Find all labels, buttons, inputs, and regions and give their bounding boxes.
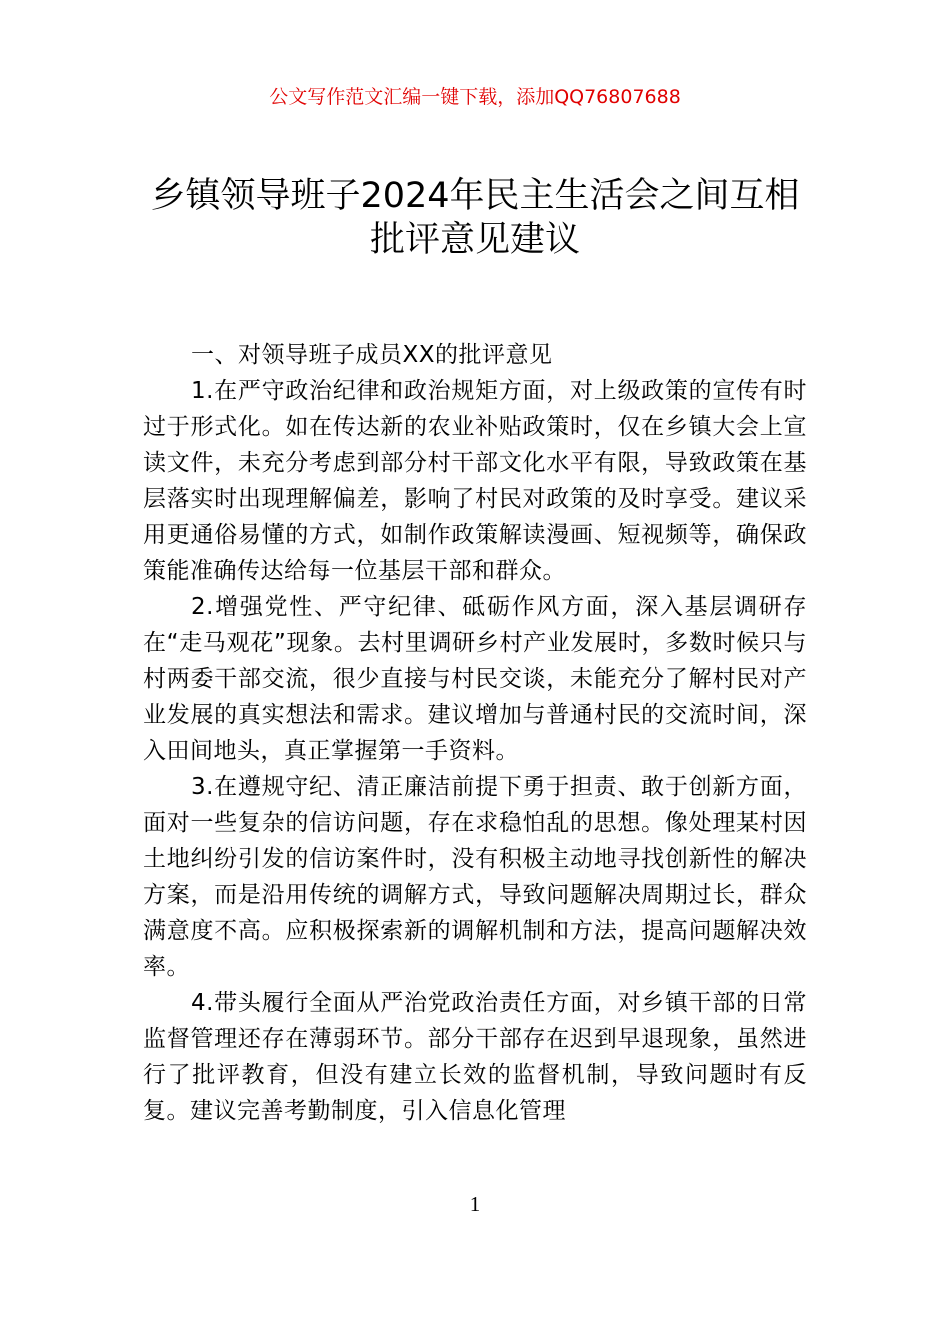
paragraph-3: 3.在遵规守纪、清正廉洁前提下勇于担责、敢于创新方面，面对一些复杂的信访问题，存在求稳怕乱的思想。像处理某村因土地纠纷引发的信访案件时，没有积极主动地寻找创新性的解决方案，而是沿用传统的调解方式，导致问题解决周期过长，群众满意度不高。应积极探索新的调解机制和方法，提高问题解决效率。 xyxy=(143,774,807,980)
page-number: 1 xyxy=(469,1192,481,1216)
section-heading: 一、对领导班子成员XX的批评意见 xyxy=(191,342,553,368)
download-banner: 公文写作范文汇编一键下载，添加QQ76807688 xyxy=(269,86,681,108)
paragraph-2: 2.增强党性、严守纪律、砥砺作风方面，深入基层调研存在“走马观花”现象。去村里调研乡村产业发展时，多数时候只与村两委干部交流，很少直接与村民交谈，未能充分了解村民对产业发展的真实想法和需求。建议增加与普通村民的交流时间，深入田间地头，真正掌握第一手资料。 xyxy=(143,594,807,764)
paragraph-4: 4.带头履行全面从严治党政治责任方面，对乡镇干部的日常监督管理还存在薄弱环节。部分干部存在迟到早退现象，虽然进行了批评教育，但没有建立长效的监督机制，导致问题时有反复。建议完善考勤制度，引入信息化管理 xyxy=(143,990,807,1124)
paragraph-1: 1.在严守政治纪律和政治规矩方面，对上级政策的宣传有时过于形式化。如在传达新的农业补贴政策时，仅在乡镇大会上宣读文件，未充分考虑到部分村干部文化水平有限，导致政策在基层落实时出现理解偏差，影响了村民对政策的及时享受。建议采用更通俗易懂的方式，如制作政策解读漫画、短视频等，确保政策能准确传达给每一位基层干部和群众。 xyxy=(143,378,807,584)
document-title-line-1: 乡镇领导班子2024年民主生活会之间互相 xyxy=(150,176,800,216)
document-body xyxy=(143,337,807,1129)
document-title-line-2: 批评意见建议 xyxy=(369,220,580,260)
